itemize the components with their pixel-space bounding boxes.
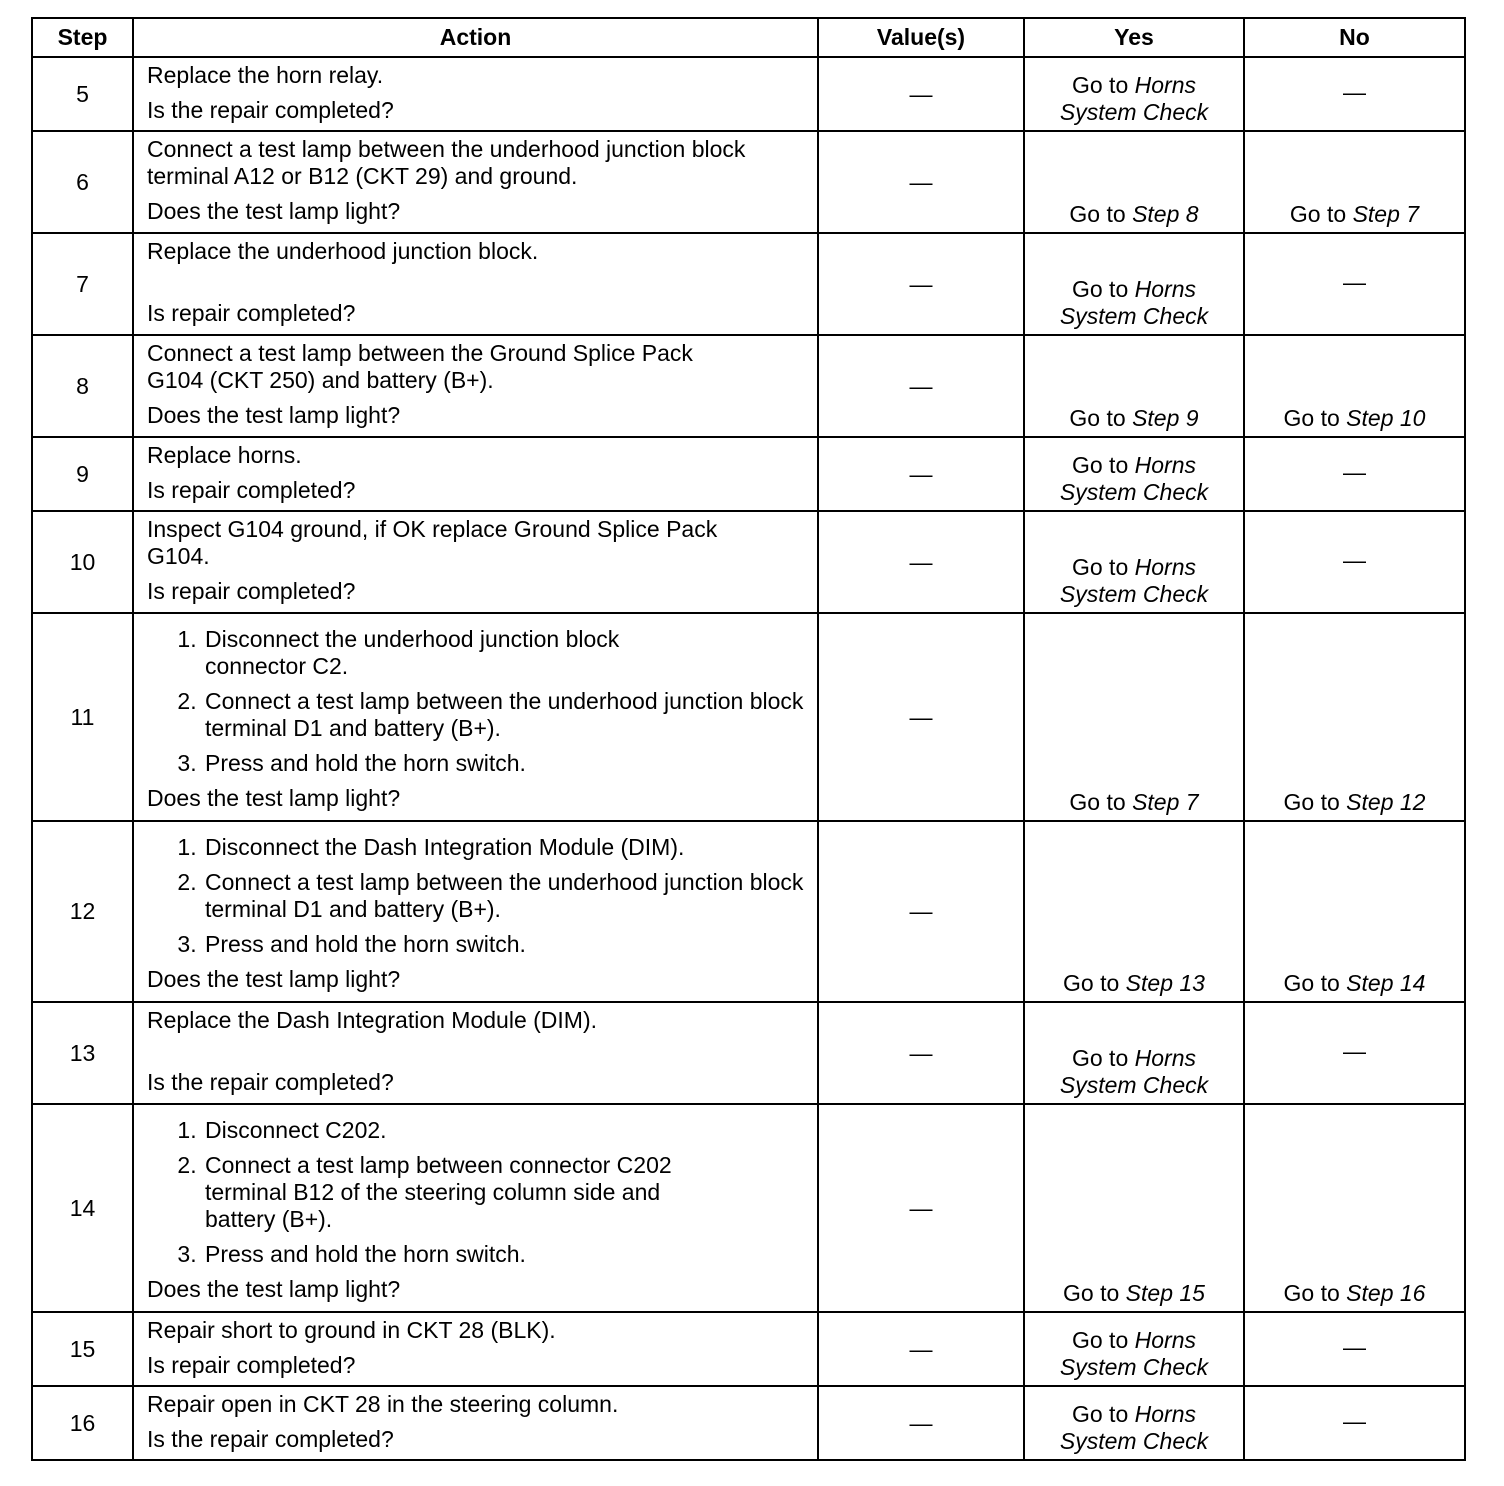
value-cell: — xyxy=(818,437,1024,511)
substep-item: 2. Connect a test lamp between the underhood junction block terminal D1 and battery (B+). xyxy=(203,688,807,742)
action-question: Does the test lamp light? xyxy=(147,785,401,811)
substep-item: 3. Press and hold the horn switch. xyxy=(203,1241,807,1268)
yes-prefix: Go to xyxy=(1063,970,1126,996)
no-prefix: Go to xyxy=(1283,789,1347,815)
action-cell xyxy=(133,613,818,821)
action-question: Is repair completed? xyxy=(147,300,356,326)
yes-cell xyxy=(1024,335,1244,437)
action-cell xyxy=(133,57,818,131)
action-cell xyxy=(133,1104,818,1312)
yes-cell xyxy=(1024,1386,1244,1460)
table-row xyxy=(32,613,1465,821)
step-number: 10 xyxy=(32,511,133,613)
value-cell: — xyxy=(818,821,1024,1002)
yes-target: Step 8 xyxy=(1132,201,1199,227)
action-cell xyxy=(133,437,818,511)
no-cell xyxy=(1244,821,1465,1002)
header-no: No xyxy=(1244,18,1465,57)
yes-cell xyxy=(1024,1002,1244,1104)
table-row xyxy=(32,511,1465,613)
no-target: Step 10 xyxy=(1346,405,1426,431)
table-row xyxy=(32,1386,1465,1460)
table-row xyxy=(32,821,1465,1002)
action-question: Does the test lamp light? xyxy=(147,1276,401,1302)
yes-cell xyxy=(1024,613,1244,821)
value-cell: — xyxy=(818,131,1024,233)
yes-prefix: Go to xyxy=(1071,72,1135,98)
value-cell: — xyxy=(818,57,1024,131)
yes-prefix: Go to xyxy=(1071,276,1135,302)
no-cell xyxy=(1244,437,1465,511)
no-prefix: Go to xyxy=(1289,201,1353,227)
yes-prefix: Go to xyxy=(1069,789,1133,815)
value-cell: — xyxy=(818,1386,1024,1460)
yes-target-line2: System Check xyxy=(1059,1354,1209,1380)
value-cell: — xyxy=(818,1312,1024,1386)
step-number: 6 xyxy=(32,131,133,233)
action-text: Repair open in CKT 28 in the steering column. xyxy=(147,1391,619,1417)
no-target: Step 7 xyxy=(1352,201,1420,227)
yes-target: Step 13 xyxy=(1125,970,1205,996)
step-number: 8 xyxy=(32,335,133,437)
no-cell xyxy=(1244,57,1465,131)
action-question: Does the test lamp light? xyxy=(147,402,401,428)
table-row xyxy=(32,1002,1465,1104)
header-values: Value(s) xyxy=(818,18,1024,57)
no-dash: — xyxy=(1343,268,1366,295)
yes-prefix: Go to xyxy=(1069,405,1133,431)
yes-prefix: Go to xyxy=(1071,1401,1135,1427)
action-cell xyxy=(133,335,818,437)
step-number: 15 xyxy=(32,1312,133,1386)
step-number: 16 xyxy=(32,1386,133,1460)
yes-target: Horns xyxy=(1134,1045,1196,1071)
no-dash: — xyxy=(1343,1333,1366,1360)
action-cell xyxy=(133,511,818,613)
action-cell xyxy=(133,1002,818,1104)
substep-item: 1. Disconnect the underhood junction block connector C2. xyxy=(203,626,675,680)
action-text: Connect a test lamp between the underhood junction block terminal A12 or B12 (CKT 29) and ground. xyxy=(147,136,746,189)
substep-item: 2. Connect a test lamp between connector C202 terminal B12 of the steering column side and battery (B+). xyxy=(203,1152,735,1233)
yes-prefix: Go to xyxy=(1069,201,1133,227)
action-question: Does the test lamp light? xyxy=(147,966,401,992)
no-dash: — xyxy=(1343,458,1366,485)
action-question: Is repair completed? xyxy=(147,578,356,604)
value-cell: — xyxy=(818,511,1024,613)
yes-cell xyxy=(1024,437,1244,511)
step-number: 12 xyxy=(32,821,133,1002)
yes-target: Step 15 xyxy=(1125,1280,1205,1306)
yes-target-line2: System Check xyxy=(1059,1072,1209,1098)
yes-cell xyxy=(1024,511,1244,613)
value-cell: — xyxy=(818,335,1024,437)
step-number: 9 xyxy=(32,437,133,511)
value-cell: — xyxy=(818,233,1024,335)
table-row xyxy=(32,233,1465,335)
yes-cell xyxy=(1024,1312,1244,1386)
step-number: 13 xyxy=(32,1002,133,1104)
yes-cell xyxy=(1024,821,1244,1002)
yes-target-line2: System Check xyxy=(1059,303,1209,329)
action-text: Replace the horn relay. xyxy=(147,62,384,88)
yes-target-line2: System Check xyxy=(1059,479,1209,505)
value-cell: — xyxy=(818,613,1024,821)
table-row xyxy=(32,1104,1465,1312)
no-dash: — xyxy=(1343,1407,1366,1434)
no-cell xyxy=(1244,613,1465,821)
step-number: 11 xyxy=(32,613,133,821)
no-dash: — xyxy=(1343,78,1366,105)
yes-target: Horns xyxy=(1134,1401,1196,1427)
action-question: Is the repair completed? xyxy=(147,97,394,123)
action-cell xyxy=(133,131,818,233)
yes-target: Step 7 xyxy=(1132,789,1199,815)
no-prefix: Go to xyxy=(1283,405,1347,431)
no-cell xyxy=(1244,233,1465,335)
substep-item: 3. Press and hold the horn switch. xyxy=(203,931,807,958)
yes-target: Horns xyxy=(1134,554,1196,580)
table-row xyxy=(32,131,1465,233)
yes-prefix: Go to xyxy=(1071,554,1135,580)
yes-cell xyxy=(1024,57,1244,131)
no-cell xyxy=(1244,511,1465,613)
action-cell xyxy=(133,1386,818,1460)
no-prefix: Go to xyxy=(1283,1280,1347,1306)
step-number: 14 xyxy=(32,1104,133,1312)
table-row xyxy=(32,335,1465,437)
step-number: 5 xyxy=(32,57,133,131)
table-row xyxy=(32,57,1465,131)
table-row xyxy=(32,1312,1465,1386)
yes-target: Horns xyxy=(1134,1327,1196,1353)
substep-item: 3. Press and hold the horn switch. xyxy=(203,750,807,777)
header-step: Step xyxy=(32,18,133,57)
substep-item: 2. Connect a test lamp between the underhood junction block terminal D1 and battery (B+). xyxy=(203,869,807,923)
action-cell xyxy=(133,233,818,335)
no-cell xyxy=(1244,1312,1465,1386)
action-question: Is the repair completed? xyxy=(147,1426,394,1452)
no-cell xyxy=(1244,1104,1465,1312)
action-question: Is repair completed? xyxy=(147,1352,356,1378)
table-row xyxy=(32,437,1465,511)
action-text: Connect a test lamp between the Ground Splice Pack G104 (CKT 250) and battery (B+). xyxy=(147,340,693,393)
no-cell xyxy=(1244,131,1465,233)
no-cell xyxy=(1244,1002,1465,1104)
yes-target: Horns xyxy=(1134,276,1196,302)
substep-list xyxy=(147,1109,807,1268)
action-question: Does the test lamp light? xyxy=(147,198,401,224)
yes-prefix: Go to xyxy=(1071,1327,1135,1353)
yes-target-line2: System Check xyxy=(1059,581,1209,607)
substep-item: 1. Disconnect C202. xyxy=(203,1117,807,1144)
no-dash: — xyxy=(1343,546,1366,573)
no-dash: — xyxy=(1343,1037,1366,1064)
yes-cell xyxy=(1024,1104,1244,1312)
value-cell: — xyxy=(818,1002,1024,1104)
action-text: Inspect G104 ground, if OK replace Ground Splice Pack G104. xyxy=(147,516,718,569)
action-question: Is repair completed? xyxy=(147,477,356,503)
yes-prefix: Go to xyxy=(1063,1280,1126,1306)
no-prefix: Go to xyxy=(1283,970,1347,996)
yes-target: Horns xyxy=(1134,72,1196,98)
no-target: Step 12 xyxy=(1346,789,1426,815)
header-row xyxy=(32,18,1465,57)
substep-item: 1. Disconnect the Dash Integration Module (DIM). xyxy=(203,834,807,861)
yes-cell xyxy=(1024,131,1244,233)
no-cell xyxy=(1244,1386,1465,1460)
header-action: Action xyxy=(133,18,818,57)
yes-target: Horns xyxy=(1134,452,1196,478)
action-question: Is the repair completed? xyxy=(147,1069,394,1095)
action-text: Replace the underhood junction block. xyxy=(147,238,539,264)
action-cell xyxy=(133,821,818,1002)
no-target: Step 16 xyxy=(1346,1280,1426,1306)
header-yes: Yes xyxy=(1024,18,1244,57)
diagnostic-table xyxy=(31,17,1466,1461)
yes-prefix: Go to xyxy=(1071,452,1135,478)
substep-list xyxy=(147,826,807,958)
value-cell: — xyxy=(818,1104,1024,1312)
yes-cell xyxy=(1024,233,1244,335)
yes-target-line2: System Check xyxy=(1059,1428,1209,1454)
substep-list xyxy=(147,618,807,777)
action-text: Replace the Dash Integration Module (DIM). xyxy=(147,1007,597,1033)
no-cell xyxy=(1244,335,1465,437)
step-number: 7 xyxy=(32,233,133,335)
action-text: Replace horns. xyxy=(147,442,302,468)
yes-target: Step 9 xyxy=(1132,405,1199,431)
no-target: Step 14 xyxy=(1346,970,1426,996)
action-cell xyxy=(133,1312,818,1386)
yes-prefix: Go to xyxy=(1071,1045,1135,1071)
action-text: Repair short to ground in CKT 28 (BLK). xyxy=(147,1317,556,1343)
yes-target-line2: System Check xyxy=(1059,99,1209,125)
